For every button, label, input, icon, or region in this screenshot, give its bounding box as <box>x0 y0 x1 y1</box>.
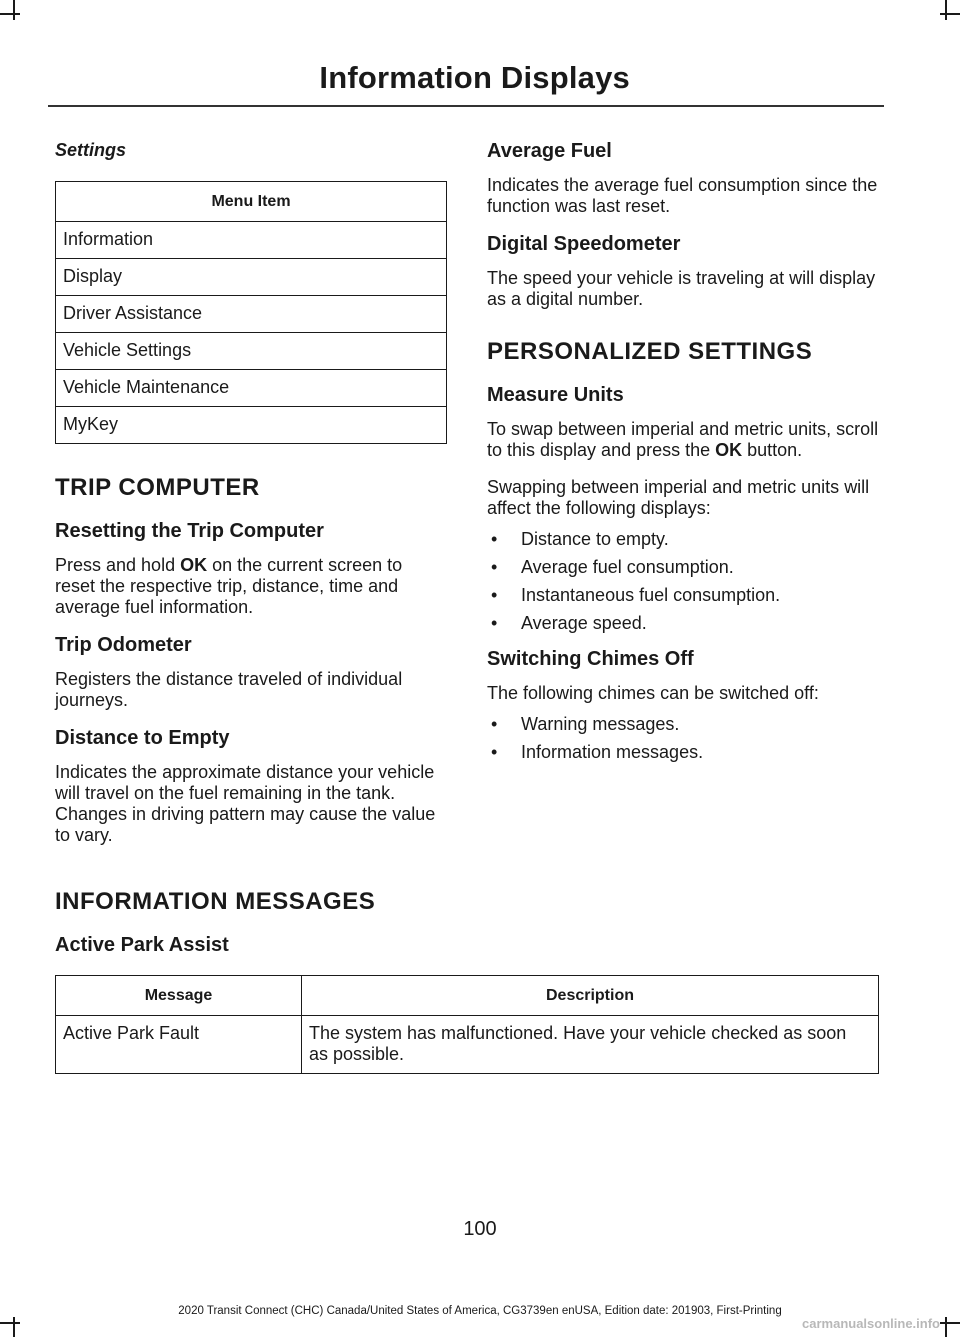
menu-row: Vehicle Maintenance <box>56 370 447 407</box>
reset-trip-text: Press and hold OK on the current screen to reset the respective trip, distance, time and average fuel information. <box>55 555 403 617</box>
list-item: • Average speed. <box>491 613 647 633</box>
description-cell: The system has malfunctioned. Have your vehicle checked as soon as possible. <box>302 1016 879 1074</box>
swap-units-text: Swapping between imperial and metric units will affect the following displays: <box>487 477 870 518</box>
crop-mark-top-left <box>13 0 15 20</box>
measure-units-text: To swap between imperial and metric units, scroll to this display and press the OK button. <box>487 419 879 460</box>
message-column-header: Message <box>56 976 302 1016</box>
distance-to-empty-heading: Distance to Empty <box>55 727 230 749</box>
measure-units-heading: Measure Units <box>487 384 624 406</box>
table-row <box>56 1016 879 1074</box>
switching-chimes-text: The following chimes can be switched off: <box>487 683 819 703</box>
average-fuel-text: Indicates the average fuel consumption since the function was last reset. <box>487 175 878 216</box>
list-item: • Warning messages. <box>491 714 680 734</box>
menu-row: Vehicle Settings <box>56 333 447 370</box>
menu-row: Driver Assistance <box>56 296 447 333</box>
crop-mark-top-left-h <box>0 13 20 15</box>
crop-mark-bottom-left-h <box>0 1322 20 1324</box>
trip-odometer-heading: Trip Odometer <box>55 634 192 656</box>
active-park-assist-heading: Active Park Assist <box>55 934 229 956</box>
crop-mark-bottom-left <box>13 1317 15 1337</box>
menu-row: Information <box>56 222 447 259</box>
information-messages-heading: INFORMATION MESSAGES <box>55 888 376 915</box>
description-column-header: Description <box>302 976 879 1016</box>
crop-mark-bottom-right-h <box>940 1322 960 1324</box>
left-column <box>55 140 447 862</box>
right-column <box>487 140 879 777</box>
chimes-list <box>487 714 879 763</box>
list-item: • Information messages. <box>491 742 704 762</box>
list-item: • Instantaneous fuel consumption. <box>491 585 781 605</box>
personalized-settings-heading: PERSONALIZED SETTINGS <box>487 338 813 365</box>
trip-odometer-text: Registers the distance traveled of individual journeys. <box>55 669 403 710</box>
messages-table <box>55 975 879 1074</box>
menu-row: Display <box>56 259 447 296</box>
crop-mark-top-right-h <box>940 13 960 15</box>
list-item: • Distance to empty. <box>491 529 669 549</box>
distance-to-empty-text: Indicates the approximate distance your vehicle will travel on the fuel remaining in the tank. Changes in driving pattern may cause the value to vary. <box>55 762 436 845</box>
message-cell: Active Park Fault <box>56 1016 302 1074</box>
swap-units-list <box>487 529 879 634</box>
switching-chimes-heading: Switching Chimes Off <box>487 648 694 670</box>
average-fuel-heading: Average Fuel <box>487 140 612 162</box>
crop-mark-bottom-right <box>945 1317 947 1337</box>
information-messages-section <box>55 888 879 1074</box>
page-number: 100 <box>463 1218 497 1240</box>
settings-label: Settings <box>55 140 127 160</box>
watermark: carmanualsonline.info <box>802 1316 940 1331</box>
crop-mark-top-right <box>945 0 947 20</box>
menu-row: MyKey <box>56 407 447 444</box>
footer-text: 2020 Transit Connect (CHC) Canada/United States of America, CG3739en enUSA, Edition date: 201903, First-Printing <box>178 1305 782 1317</box>
digital-speedometer-text: The speed your vehicle is traveling at will display as a digital number. <box>487 268 876 309</box>
menu-item-table <box>55 181 447 444</box>
digital-speedometer-heading: Digital Speedometer <box>487 233 681 255</box>
trip-computer-heading: TRIP COMPUTER <box>55 474 260 501</box>
reset-trip-heading: Resetting the Trip Computer <box>55 520 324 542</box>
header-divider <box>48 105 884 107</box>
menu-item-header: Menu Item <box>56 182 447 222</box>
page-header-title: Information Displays <box>319 60 630 95</box>
list-item: • Average fuel consumption. <box>491 557 734 577</box>
